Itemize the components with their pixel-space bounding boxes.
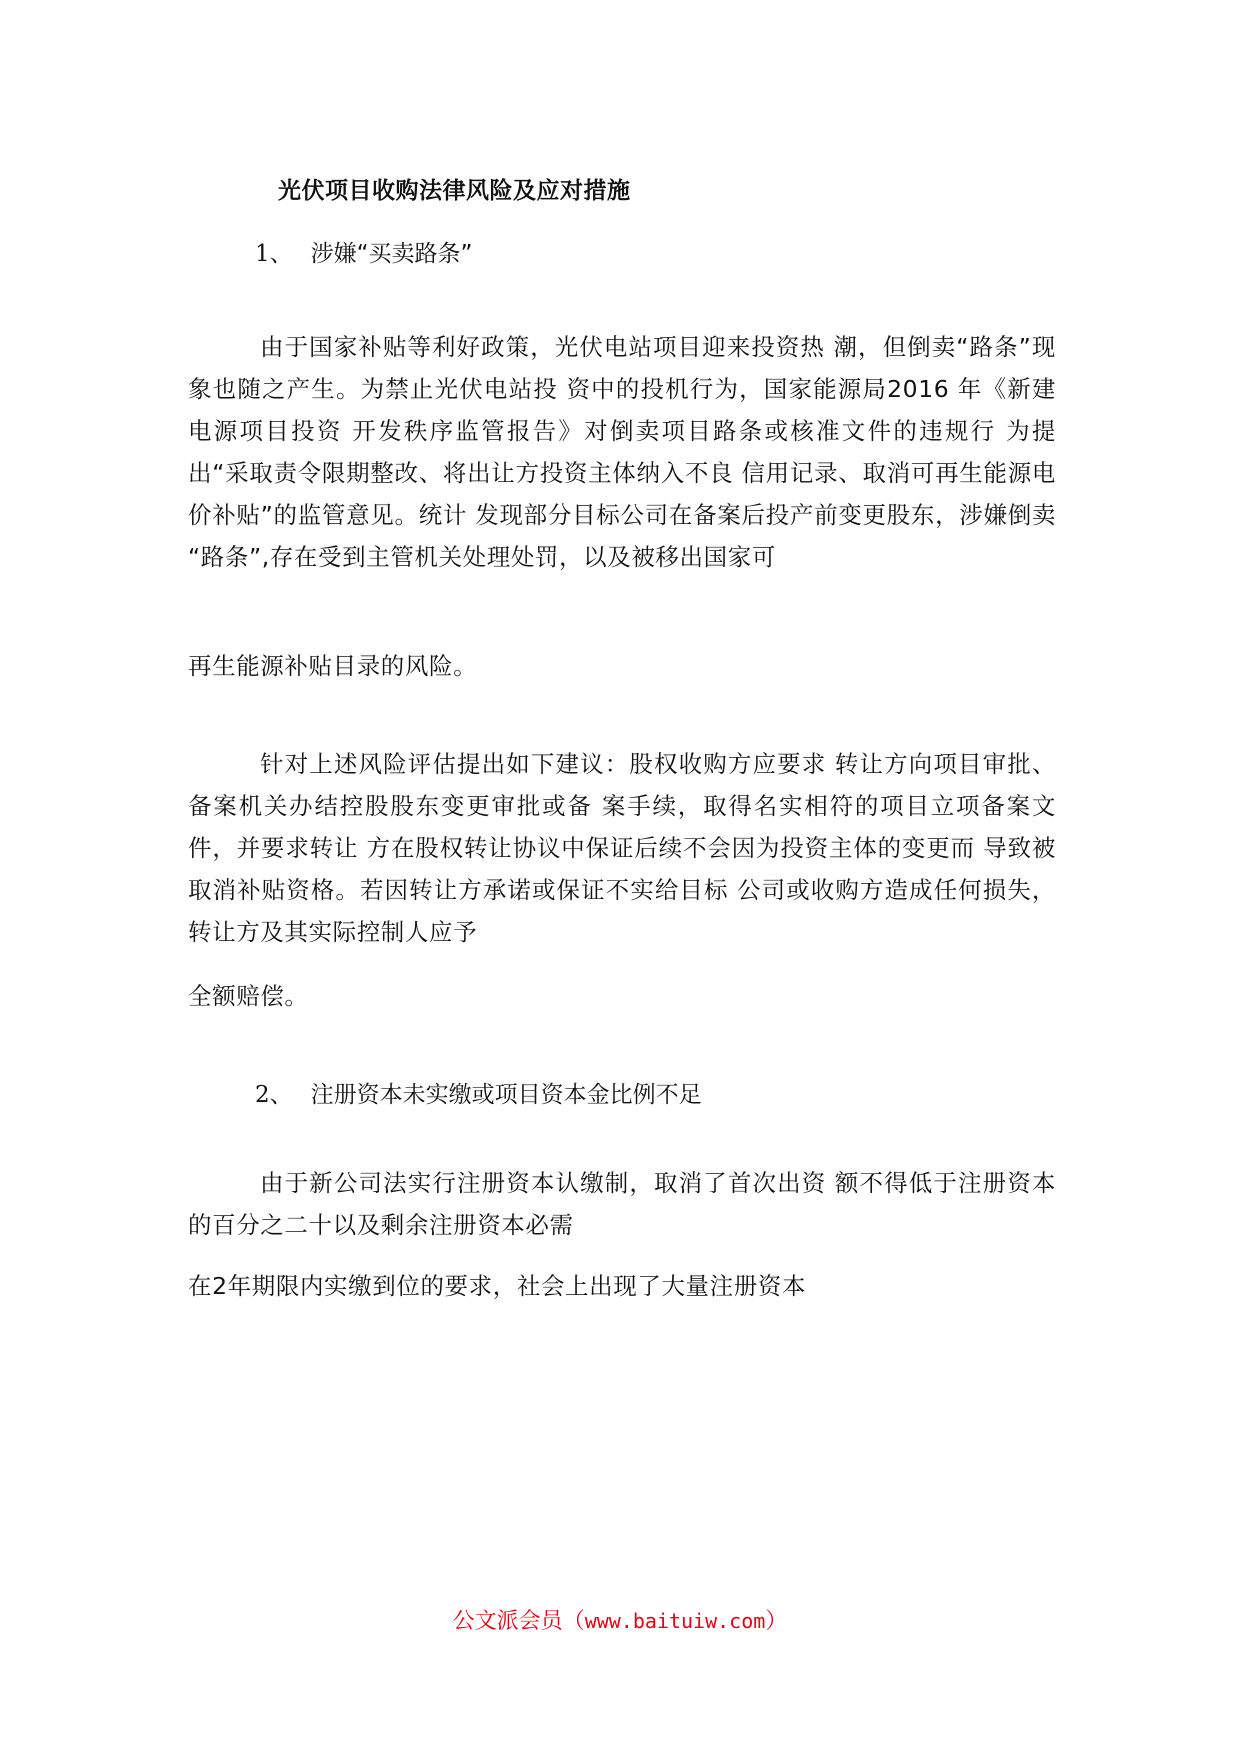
section-2-paragraph-1: 由于新公司法实行注册资本认缴制，取消了首次出资 额不得低于注册资本的百分之二十以及剩余注册资本必需 (188, 1169, 1056, 1239)
section-2-heading (255, 1076, 702, 1109)
section-1-heading-text: 涉嫌“买卖路条” (310, 241, 473, 267)
section-1-paragraph-2: 针对上述风险评估提出如下建议：股权收购方应要求 转让方向项目审批、备案机关办结控股股东变更审批或备 案手续，取得名实相符的项目立项备案文件，并要求转让 方在股权转让协议中保证后续不会因为投资主体的变更而 导致被取消补贴资格。若因转让方承诺或保证不实给目标 公司或收购方造成任何损失，转让方及其实际控制人应予 (188, 750, 1056, 946)
section-2-paragraph-1-continued: 在2年期限内实缴到位的要求，社会上出现了大量注册资本 (188, 1272, 807, 1300)
footer-close: ） (765, 1609, 788, 1634)
section-2-heading-text: 注册资本未实缴或项目资本金比例不足 (310, 1082, 702, 1108)
document-title: 光伏项目收购法律风险及应对措施 (278, 178, 631, 204)
section-1-number: 1、 (255, 241, 293, 267)
section-1-paragraph-2-continued: 全额赔偿。 (188, 982, 309, 1010)
section-1-paragraph-1: 由于国家补贴等利好政策，光伏电站项目迎来投资热 潮，但倒卖“路条”现象也随之产生。为禁止光伏电站投 资中的投机行为，国家能源局2016 年《新建电源项目投资 开发秩序监管报告》对倒卖项目路条或核准文件的违规行 为提出“采取责令限期整改、将出让方投资主体纳入不良 信用记录、取消可再生能源电价补贴”的监管意见。统计 发现部分目标公司在备案后投产前变更股东，涉嫌倒卖 “路条”,存在受到主管机关处理处罚，以及被移出国家可 (188, 333, 1056, 571)
section-2-number: 2、 (255, 1082, 293, 1108)
footer-label: 公文派会员（ (452, 1609, 585, 1634)
footer-watermark (0, 1604, 1240, 1635)
section-1-heading (255, 235, 472, 268)
footer-url[interactable]: www.baituiw.com (584, 1609, 766, 1633)
section-1-paragraph-1-continued: 再生能源补贴目录的风险。 (188, 652, 478, 680)
